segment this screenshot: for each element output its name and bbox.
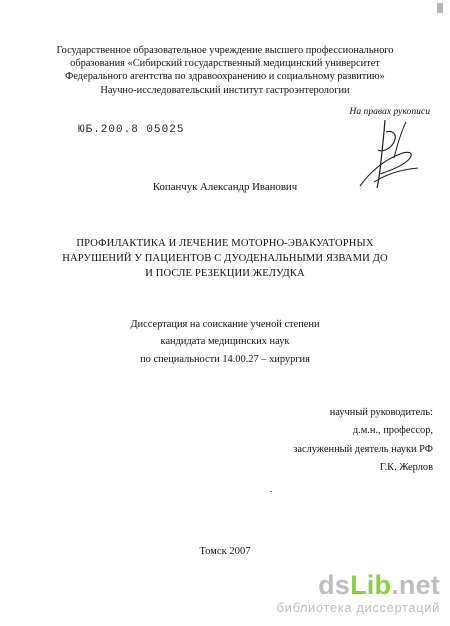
title-line: ПРОФИЛАКТИКА И ЛЕЧЕНИЕ МОТОРНО-ЭВАКУАТОРНЫХ — [76, 238, 374, 249]
degree-statement — [0, 316, 450, 368]
title-line: И ПОСЛЕ РЕЗЕКЦИИ ЖЕЛУДКА — [145, 268, 305, 280]
watermark-logo — [255, 571, 440, 600]
institution-header — [0, 44, 450, 97]
dslib-watermark — [255, 571, 440, 615]
watermark-logo-prefix: ds — [318, 570, 351, 600]
supervisor-line: научный руководитель: — [329, 407, 433, 418]
degree-line: по специальности 14.00.27 – хирургия — [140, 353, 310, 365]
title-line: НАРУШЕНИЙ У ПАЦИЕНТОВ С ДУОДЕНАЛЬНЫМИ ЯЗВАМИ ДО — [62, 253, 388, 265]
institution-line: образования «Сибирский государственный медицинский университет — [70, 58, 380, 70]
handwritten-signature — [322, 112, 432, 192]
institution-line: Научно-исследовательский институт гастроэнтерологии — [100, 84, 350, 96]
degree-line: Диссертация на соискание ученой степени — [130, 319, 320, 330]
scan-speck — [270, 491, 272, 492]
institution-line: Федерального агентства по здравоохранению и социальному развитию» — [65, 71, 385, 83]
watermark-logo-accent: Lib — [350, 570, 392, 600]
scientific-supervisor — [293, 404, 433, 478]
page-corner-mark — [437, 3, 443, 13]
watermark-subtitle: библиотека диссертаций — [276, 600, 440, 615]
supervisor-line: заслуженный деятель науки РФ — [293, 443, 433, 455]
rights-note: На правах рукописи — [349, 106, 430, 117]
place-and-year: Томск 2007 — [199, 546, 251, 557]
document-registration-number: ЮБ.200.8 05025 — [78, 124, 185, 136]
supervisor-line: д.м.н., профессор, — [352, 425, 433, 437]
institution-line: Государственное образовательное учреждение высшего профессионального — [56, 45, 394, 56]
author-name: Копанчук Александр Иванович — [152, 181, 298, 193]
watermark-logo-suffix: .net — [391, 570, 440, 600]
dissertation-title — [0, 236, 450, 282]
supervisor-line: Г.К. Жерлов — [379, 462, 433, 474]
degree-line: кандидата медицинских наук — [160, 336, 290, 348]
